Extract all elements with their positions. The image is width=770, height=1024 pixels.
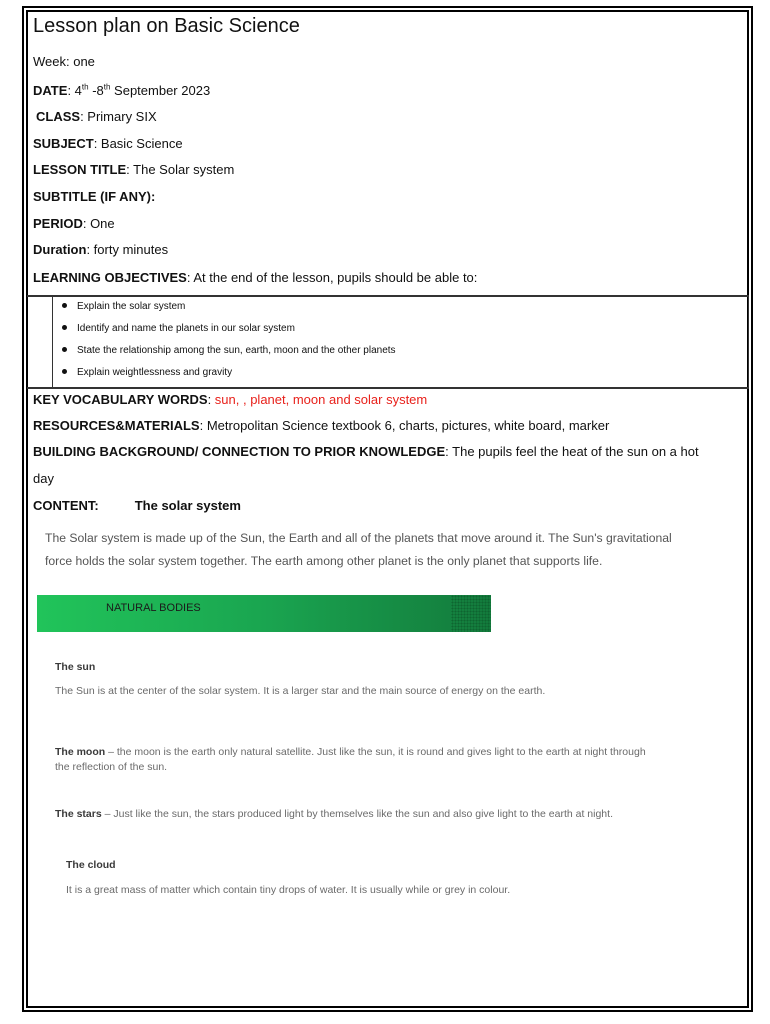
period-label: PERIOD	[33, 216, 83, 231]
banner-texture	[451, 595, 491, 632]
vocabulary-line: KEY VOCABULARY WORDS: sun, , planet, moon and solar system	[33, 392, 428, 407]
subject-line: SUBJECT: Basic Science	[33, 136, 183, 151]
objective-item: Explain weightlessness and gravity	[62, 367, 232, 378]
sun-heading: The sun	[55, 661, 96, 673]
bullet-icon	[62, 369, 67, 374]
stars-paragraph: The stars – Just like the sun, the stars produced light by themselves like the sun and also give light to the earth at night.	[55, 808, 613, 820]
background-label: BUILDING BACKGROUND/ CONNECTION TO PRIOR KNOWLEDGE	[33, 444, 446, 459]
date-label: DATE	[33, 83, 68, 98]
stars-heading: The stars	[55, 808, 102, 820]
duration-line: Duration: forty minutes	[33, 242, 169, 257]
resources-label: RESOURCES&MATERIALS	[33, 418, 200, 433]
duration-label: Duration	[33, 242, 87, 257]
period-line: PERIOD: One	[33, 216, 115, 231]
content-topic: The solar system	[134, 498, 241, 513]
subtitle-label: SUBTITLE (IF ANY):	[33, 189, 156, 204]
objectives-line: LEARNING OBJECTIVES: At the end of the lesson, pupils should be able to:	[33, 270, 478, 285]
cloud-text: It is a great mass of matter which contain tiny drops of water. It is usually while or grey in colour.	[66, 884, 511, 896]
content-label: CONTENT:	[33, 498, 99, 513]
vocabulary-words: sun, , planet, moon and solar system	[214, 392, 428, 407]
content-line	[33, 498, 241, 513]
lesson-title-line: LESSON TITLE: The Solar system	[33, 162, 235, 177]
banner-label: NATURAL BODIES	[106, 602, 201, 614]
objective-item: Identify and name the planets in our solar system	[62, 323, 295, 334]
subject-label: SUBJECT	[33, 136, 94, 151]
moon-paragraph: The moon – the moon is the earth only natural satellite. Just like the sun, it is round and gives light to the earth at night through the reflection of the sun.	[55, 746, 646, 773]
objective-item: Explain the solar system	[62, 301, 185, 312]
objectives-label: LEARNING OBJECTIVES	[33, 270, 187, 285]
week-line: Week: one	[33, 54, 95, 69]
bullet-icon	[62, 303, 67, 308]
objective-item: State the relationship among the sun, earth, moon and the other planets	[62, 345, 396, 356]
natural-bodies-banner	[37, 595, 491, 632]
bullet-icon	[62, 347, 67, 352]
bullet-icon	[62, 325, 67, 330]
vocabulary-label: KEY VOCABULARY WORDS	[33, 392, 208, 407]
background-line-cont: day	[33, 471, 54, 486]
cloud-heading: The cloud	[66, 859, 116, 871]
divider	[27, 387, 749, 389]
background-line: BUILDING BACKGROUND/ CONNECTION TO PRIOR KNOWLEDGE: The pupils feel the heat of the sun on a hot	[33, 444, 699, 459]
document-title: Lesson plan on Basic Science	[33, 15, 300, 37]
sun-text: The Sun is at the center of the solar system. It is a larger star and the main source of energy on the earth.	[55, 685, 546, 697]
moon-heading: The moon	[55, 746, 106, 758]
class-label: CLASS	[36, 109, 81, 124]
lesson-title-label: LESSON TITLE	[33, 162, 127, 177]
subtitle-line	[33, 189, 155, 204]
content-paragraph: The Solar system is made up of the Sun, the Earth and all of the planets that move around it. The Sun's gravitational force holds the solar system together. The earth among other planet is the only planet that supports life.	[45, 531, 672, 568]
date-line: DATE: 4th -8th September 2023	[33, 82, 211, 98]
class-line: CLASS: Primary SIX	[36, 109, 157, 124]
resources-line: RESOURCES&MATERIALS: Metropolitan Science textbook 6, charts, pictures, white board, marker	[33, 418, 610, 433]
